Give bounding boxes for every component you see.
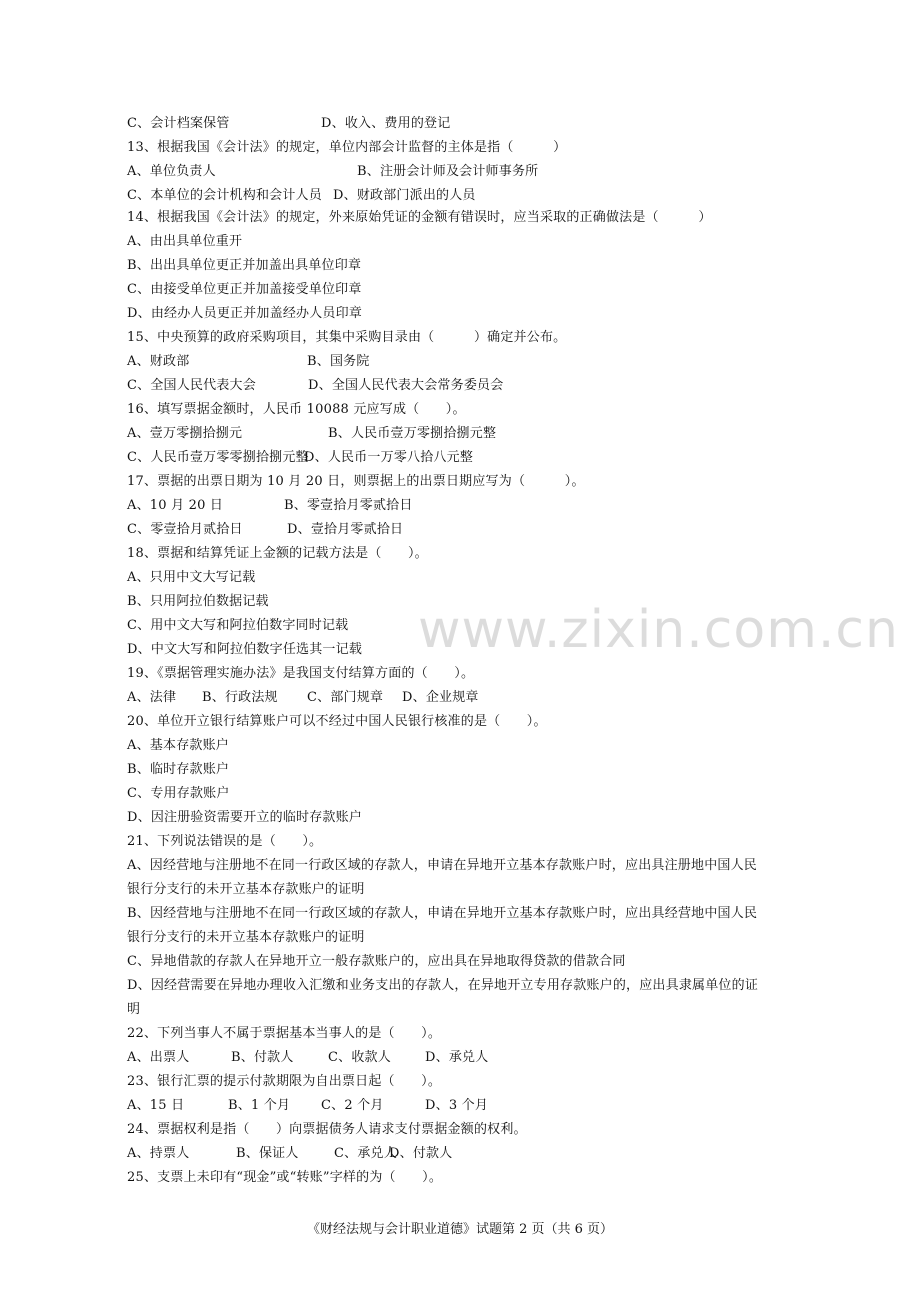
option-text: D、付款人 — [389, 1146, 453, 1161]
line-text: C、零壹拾月贰拾日 — [127, 522, 243, 537]
line-text: A、单位负责人 — [127, 164, 216, 179]
line-text: A、因经营地与注册地不在同一行政区域的存款人，申请在异地开立基本存款账户时，应出具注册地中国人民 — [127, 858, 757, 873]
text-line — [127, 426, 497, 442]
option-text: D、承兑人 — [425, 1050, 489, 1065]
text-line — [127, 714, 547, 730]
line-text: 24、票据权利是指（ ）向票据债务人请求支付票据金额的权利。 — [127, 1122, 527, 1137]
text-line — [127, 978, 758, 994]
text-line — [127, 1122, 527, 1138]
line-text: C、人民币壹万零零捌拾捌元整 — [127, 450, 309, 465]
line-text: C、本单位的会计机构和会计人员 — [127, 188, 322, 203]
text-line — [127, 234, 242, 250]
option-text: B、注册会计师及会计师事务所 — [357, 164, 539, 179]
option-text: B、1 个月 — [228, 1098, 291, 1113]
line-text: 19、《票据管理实施办法》是我国支付结算方面的（ ）。 — [127, 666, 475, 681]
line-text: 银行分支行的未开立基本存款账户的证明 — [127, 882, 365, 897]
text-line — [127, 306, 362, 322]
line-text: C、会计档案保管 — [127, 116, 230, 131]
text-line — [127, 258, 361, 274]
line-text: A、壹万零捌拾捌元 — [127, 426, 243, 441]
line-text: A、由出具单位重开 — [127, 234, 243, 249]
text-line — [127, 930, 365, 946]
text-line — [127, 378, 504, 394]
line-text: A、15 日 — [127, 1098, 185, 1113]
text-line — [127, 282, 362, 298]
line-text: 银行分支行的未开立基本存款账户的证明 — [127, 930, 365, 945]
page-footer: 《财经法规与会计职业道德》试题第 2 页（共 6 页） — [306, 1222, 614, 1237]
text-line — [127, 330, 566, 346]
line-text: D、中文大写和阿拉伯数字任选其一记载 — [127, 642, 363, 657]
line-text: A、财政部 — [127, 354, 190, 369]
line-text: 13、根据我国《会计法》的规定，单位内部会计监督的主体是指（ ） — [127, 140, 567, 155]
line-text: 14、根据我国《会计法》的规定，外来原始凭证的金额有错误时，应当采取的正确做法是（ ） — [127, 210, 712, 225]
text-line — [127, 954, 626, 970]
text-line — [127, 450, 474, 466]
text-line — [127, 522, 404, 538]
option-text: C、收款人 — [328, 1050, 391, 1065]
line-text: 明 — [127, 1002, 141, 1017]
line-text: B、临时存款账户 — [127, 762, 230, 777]
option-text: D、财政部门派出的人员 — [333, 188, 476, 203]
text-line — [127, 882, 365, 898]
line-text: A、只用中文大写记载 — [127, 570, 256, 585]
line-text: 23、银行汇票的提示付款期限为自出票日起（ ）。 — [127, 1074, 442, 1089]
line-text: C、用中文大写和阿拉伯数字同时记载 — [127, 618, 349, 633]
option-text: D、收入、费用的登记 — [321, 116, 451, 131]
option-text: D、3 个月 — [425, 1098, 489, 1113]
line-text: D、因注册验资需要开立的临时存款账户 — [127, 810, 363, 825]
text-line — [127, 1146, 453, 1162]
text-line — [127, 642, 362, 658]
option-text: D、壹拾月零贰拾日 — [287, 522, 404, 537]
line-text: B、出出具单位更正并加盖出具单位印章 — [127, 258, 362, 273]
line-text: 21、下列说法错误的是（ ）。 — [127, 834, 323, 849]
line-text: A、出票人 — [127, 1050, 190, 1065]
text-line — [127, 618, 348, 634]
option-text: C、承兑人 — [334, 1146, 397, 1161]
text-line — [127, 906, 757, 922]
text-line — [127, 116, 451, 132]
line-text: C、全国人民代表大会 — [127, 378, 256, 393]
line-text: C、由接受单位更正并加盖接受单位印章 — [127, 282, 362, 297]
text-line — [127, 402, 466, 418]
text-line — [127, 594, 269, 610]
line-text: A、10 月 20 日 — [127, 498, 224, 513]
text-line — [127, 858, 757, 874]
text-line — [127, 690, 479, 706]
line-text: D、因经营需要在异地办理收入汇缴和业务支出的存款人，在异地开立专用存款账户的，应出具隶属单位的证 — [127, 978, 759, 993]
text-line — [127, 498, 413, 514]
line-text: 18、票据和结算凭证上金额的记载方法是（ ）。 — [127, 546, 428, 561]
option-text: B、付款人 — [231, 1050, 294, 1065]
option-text: D、人民币一万零八拾八元整 — [304, 450, 474, 465]
text-line — [127, 474, 585, 490]
text-line — [127, 1098, 489, 1114]
line-text: C、异地借款的存款人在异地开立一般存款账户的，应出具在异地取得贷款的借款合同 — [127, 954, 626, 969]
option-text: C、部门规章 — [307, 690, 384, 705]
text-line — [127, 810, 362, 826]
text-line — [127, 1050, 489, 1066]
text-line — [127, 762, 229, 778]
text-line — [127, 570, 255, 586]
text-line — [127, 210, 712, 226]
line-text: B、只用阿拉伯数据记载 — [127, 594, 269, 609]
option-text: B、行政法规 — [202, 690, 278, 705]
text-line — [127, 546, 428, 562]
option-text: B、人民币壹万零捌拾捌元整 — [328, 426, 497, 441]
text-line — [127, 354, 370, 370]
text-line — [127, 188, 476, 204]
text-line — [127, 786, 230, 802]
text-line — [127, 834, 322, 850]
option-text: D、企业规章 — [402, 690, 479, 705]
line-text: A、持票人 — [127, 1146, 190, 1161]
text-line — [127, 666, 474, 682]
option-text: B、国务院 — [307, 354, 370, 369]
option-text: B、保证人 — [236, 1146, 299, 1161]
line-text: D、由经办人员更正并加盖经办人员印章 — [127, 306, 363, 321]
text-line — [127, 1002, 140, 1018]
line-text: C、专用存款账户 — [127, 786, 230, 801]
text-line — [127, 164, 539, 180]
line-text: A、法律 — [127, 690, 177, 705]
line-text: 20、单位开立银行结算账户可以不经过中国人民银行核准的是（ ）。 — [127, 714, 547, 729]
watermark: www.zixin.com.cn — [418, 600, 899, 660]
line-text: 22、下列当事人不属于票据基本当事人的是（ ）。 — [127, 1026, 442, 1041]
option-text: B、零壹拾月零贰拾日 — [284, 498, 413, 513]
text-line — [127, 1170, 442, 1186]
text-line — [127, 1074, 441, 1090]
text-line — [127, 738, 229, 754]
option-text: D、全国人民代表大会常务委员会 — [308, 378, 504, 393]
option-text: C、2 个月 — [321, 1098, 384, 1113]
line-text: B、因经营地与注册地不在同一行政区域的存款人，申请在异地开立基本存款账户时，应出具经营地中国人民 — [127, 906, 758, 921]
line-text: 25、支票上未印有“现金”或“转账”字样的为（ ）。 — [127, 1170, 443, 1185]
line-text: 16、填写票据金额时，人民币 10088 元应写成（ ）。 — [127, 402, 466, 417]
line-text: 15、中央预算的政府采购项目，其集中采购目录由（ ）确定并公布。 — [127, 330, 567, 345]
line-text: 17、票据的出票日期为 10 月 20 日，则票据上的出票日期应写为（ ）。 — [127, 474, 585, 489]
text-line — [127, 1026, 441, 1042]
text-line — [127, 140, 566, 156]
line-text: A、基本存款账户 — [127, 738, 229, 753]
